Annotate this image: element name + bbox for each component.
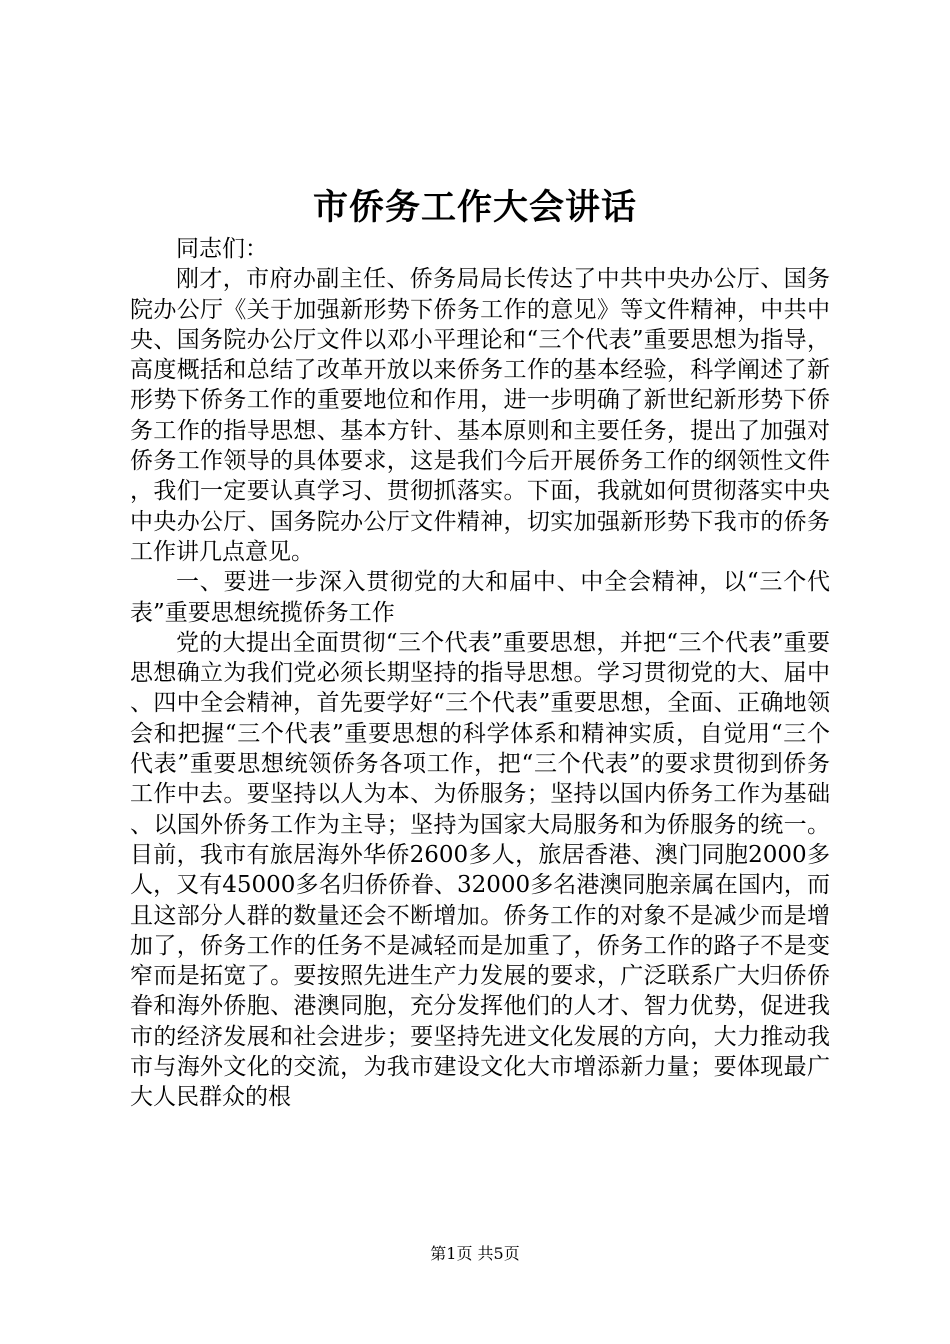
- body-paragraph: 刚才，市府办副主任、侨务局局长传达了中共中央办公厅、国务院办公厅《关于加强新形势下侨务工作的意见》等文件精神，中共中央、国务院办公厅文件以邓小平理论和“三个代表”重要思想为指导，高度概括和总结了改革开放以来侨务工作的基本经验，科学阐述了新形势下侨务工作的重要地位和作用，进一步明确了新世纪新形势下侨务工作的指导思想、基本方针、基本原则和主要任务，提出了加强对侨务工作领导的具体要求，这是我们今后开展侨务工作的纲领性文件，我们一定要认真学习、贯彻抓落实。下面，我就如何贯彻落实中央中央办公厅、国务院办公厅文件精神，切实加强新形势下我市的侨务工作讲几点意见。: [130, 266, 830, 565]
- greeting-paragraph: 同志们：: [176, 236, 268, 262]
- document-title: 市侨务工作大会讲话: [312, 187, 637, 228]
- page-footer: 第1页 共5页: [430, 1244, 520, 1263]
- section-heading: 一、要进一步深入贯彻党的大和届中、中全会精神，以“三个代表”重要思想统揽侨务工作: [130, 569, 830, 626]
- document-body: [130, 234, 830, 1113]
- body-paragraph: 党的大提出全面贯彻“三个代表”重要思想，并把“三个代表”重要思想确立为我们党必须长期坚持的指导思想。学习贯彻党的大、届中、四中全会精神，首先要学好“三个代表”重要思想，全面、正确地领会和把握“三个代表”重要思想的科学体系和精神实质，自觉用“三个代表”重要思想统领侨务各项工作，把“三个代表”的要求贯彻到侨务工作中去。要坚持以人为本、为侨服务；坚持以国内侨务工作为基础、以国外侨务工作为主导；坚持为国家大局服务和为侨服务的统一。目前，我市有旅居海外华侨2600多人，旅居香港、澳门同胞2000多人，又有45000多名归侨侨眷、32000多名港澳同胞亲属在国内，而且这部分人群的数量还会不断增加。侨务工作的对象不是减少而是增加了，侨务工作的任务不是减轻而是加重了，侨务工作的路子不是变窄而是拓宽了。要按照先进生产力发展的要求，广泛联系广大归侨侨眷和海外侨胞、港澳同胞，充分发挥他们的人才、智力优势，促进我市的经济发展和社会进步；要坚持先进文化发展的方向，大力推动我市与海外文化的交流，为我市建设文化大市增添新力量；要体现最广大人民群众的根: [130, 629, 830, 1111]
